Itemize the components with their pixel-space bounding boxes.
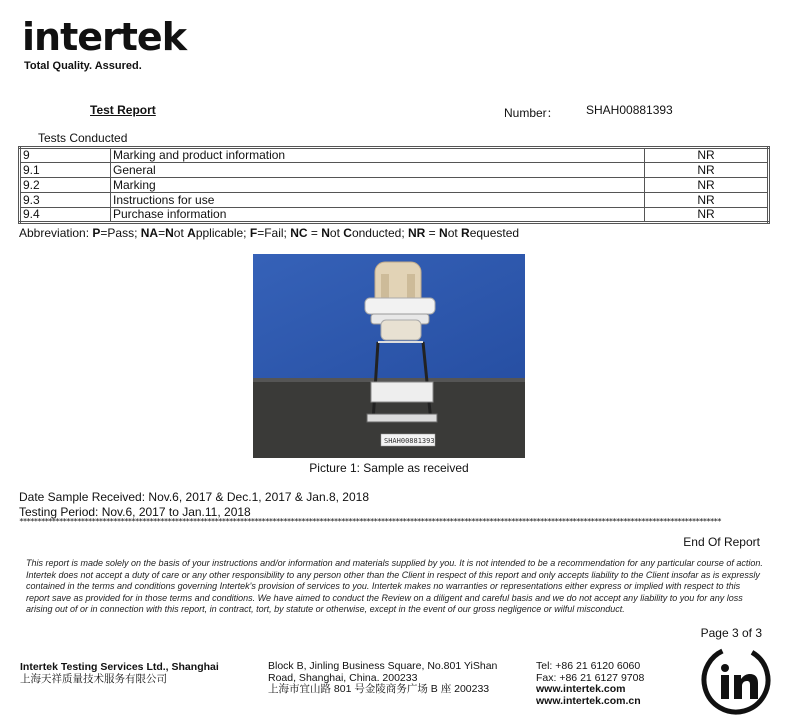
clause-cell: 9.3 <box>20 193 111 208</box>
abbrev-nr-text: equested <box>469 226 520 240</box>
sample-number-label: SHAH00881393 <box>384 437 435 445</box>
page-number: Page 3 of 3 <box>700 626 762 640</box>
tests-table <box>18 146 770 224</box>
intertek-in-icon <box>700 644 772 716</box>
abbrev-na-text: pplicable; <box>195 226 250 240</box>
table-row <box>20 163 769 178</box>
clause-cell: 9.4 <box>20 208 111 223</box>
logo-wordmark: intertek <box>22 15 186 59</box>
abbrev-label: Abbreviation: <box>19 226 93 240</box>
abbrev-nr-r: R <box>461 226 470 240</box>
disclaimer-text: This report is made solely on the basis of your instructions and/or information and materials supplied by you. It is not intended to be a recommendation for any particular course of action. Intertek does not accept a duty of care or any other responsibility to any person other than the Client in respect of this report and only accepts liability to the Client insofar as is expressly contained in the terms and conditions governing Intertek's provision of services to you. Intertek makes no warranties or representations either express or implied with respect to this report save as provided for in those terms and conditions. We have aimed to conduct the Review on a diligent and careful basis and we do not accept any liability to you for any loss arising out of or in connection with this report, in contract, tort, by statute or otherwise, except in the event of our gross negligence or wilful misconduct. <box>26 558 763 615</box>
abbrev-na-ot: ot <box>173 226 188 240</box>
clause-cell: 9 <box>20 148 111 163</box>
photo-caption: Picture 1: Sample as received <box>309 461 469 475</box>
clause-cell: 9.2 <box>20 178 111 193</box>
testing-period: Testing Period: Nov.6, 2017 to Jan.11, 2018 <box>19 505 251 519</box>
result-cell: NR <box>645 193 769 208</box>
abbrev-f: F <box>249 226 258 240</box>
abbrev-nr-ot: ot <box>447 226 462 240</box>
sample-photo <box>253 254 525 458</box>
report-number-value: SHAH00881393 <box>586 103 673 117</box>
abbrev-nr-n: N <box>439 226 448 240</box>
abbrev-p-text: =Pass; <box>100 226 141 240</box>
logo-tagline: Total Quality. Assured. <box>24 60 142 72</box>
result-cell: NR <box>645 148 769 163</box>
table-row <box>20 193 769 208</box>
date-sample-received: Date Sample Received: Nov.6, 2017 & Dec.1, 2017 & Jan.8, 2018 <box>19 490 369 504</box>
result-cell: NR <box>645 208 769 223</box>
fax: Fax: +86 21 6127 9708 <box>536 671 645 684</box>
item-cell: Marking and product information <box>111 148 645 163</box>
high-chair-photo-illustration <box>253 254 525 458</box>
end-of-report: End Of Report <box>683 535 760 549</box>
table-row <box>20 208 769 223</box>
report-title: Test Report <box>90 103 156 117</box>
abbrev-nc-n: N <box>321 226 330 240</box>
abbreviation-legend <box>19 226 519 240</box>
telephone: Tel: +86 21 6120 6060 <box>536 660 641 672</box>
abbrev-na-n: N <box>165 226 174 240</box>
company-name-cn: 上海天祥质量技术服务有限公司 <box>20 673 167 685</box>
address-en: Block B, Jinling Business Square, No.801 YiShan Road, Shanghai, China. 200233 <box>268 660 498 684</box>
abbrev-nc-c: C <box>343 226 352 240</box>
abbrev-nr-eq: = <box>425 226 440 240</box>
abbrev-f-text: =Fail; <box>257 226 291 240</box>
abbrev-nc-ot: ot <box>329 226 344 240</box>
abbrev-nc: NC <box>290 226 308 240</box>
table-row <box>20 178 769 193</box>
item-cell: Purchase information <box>111 208 645 223</box>
abbrev-nc-text: onducted; <box>351 226 408 240</box>
website-link[interactable]: www.intertek.com <box>536 683 626 695</box>
item-cell: General <box>111 163 645 178</box>
table-row <box>20 148 769 163</box>
result-cell: NR <box>645 178 769 193</box>
separator-line: ************************************************************************************************************************************************************************************************** <box>19 518 721 526</box>
tests-conducted-heading: Tests Conducted <box>38 131 128 145</box>
abbrev-na-a: A <box>187 226 196 240</box>
company-name-en: Intertek Testing Services Ltd., Shanghai <box>20 661 219 673</box>
item-cell: Instructions for use <box>111 193 645 208</box>
item-cell: Marking <box>111 178 645 193</box>
abbrev-nc-eq: = <box>307 226 322 240</box>
report-number-label: Number： <box>504 106 559 120</box>
footer-contact <box>536 661 644 707</box>
footer-company <box>20 661 219 685</box>
website-link-cn[interactable]: www.intertek.com.cn <box>536 694 641 707</box>
abbrev-p: P <box>92 226 101 240</box>
abbrev-nr: NR <box>407 226 426 240</box>
footer-address <box>268 661 523 696</box>
intertek-logo <box>22 14 186 72</box>
address-cn: 上海市宜山路 801 号金陵商务广场 B 座 200233 <box>268 683 490 695</box>
result-cell: NR <box>645 163 769 178</box>
clause-cell: 9.1 <box>20 163 111 178</box>
abbrev-na: NA <box>140 226 159 240</box>
abbrev-na-eq: = <box>158 226 166 240</box>
